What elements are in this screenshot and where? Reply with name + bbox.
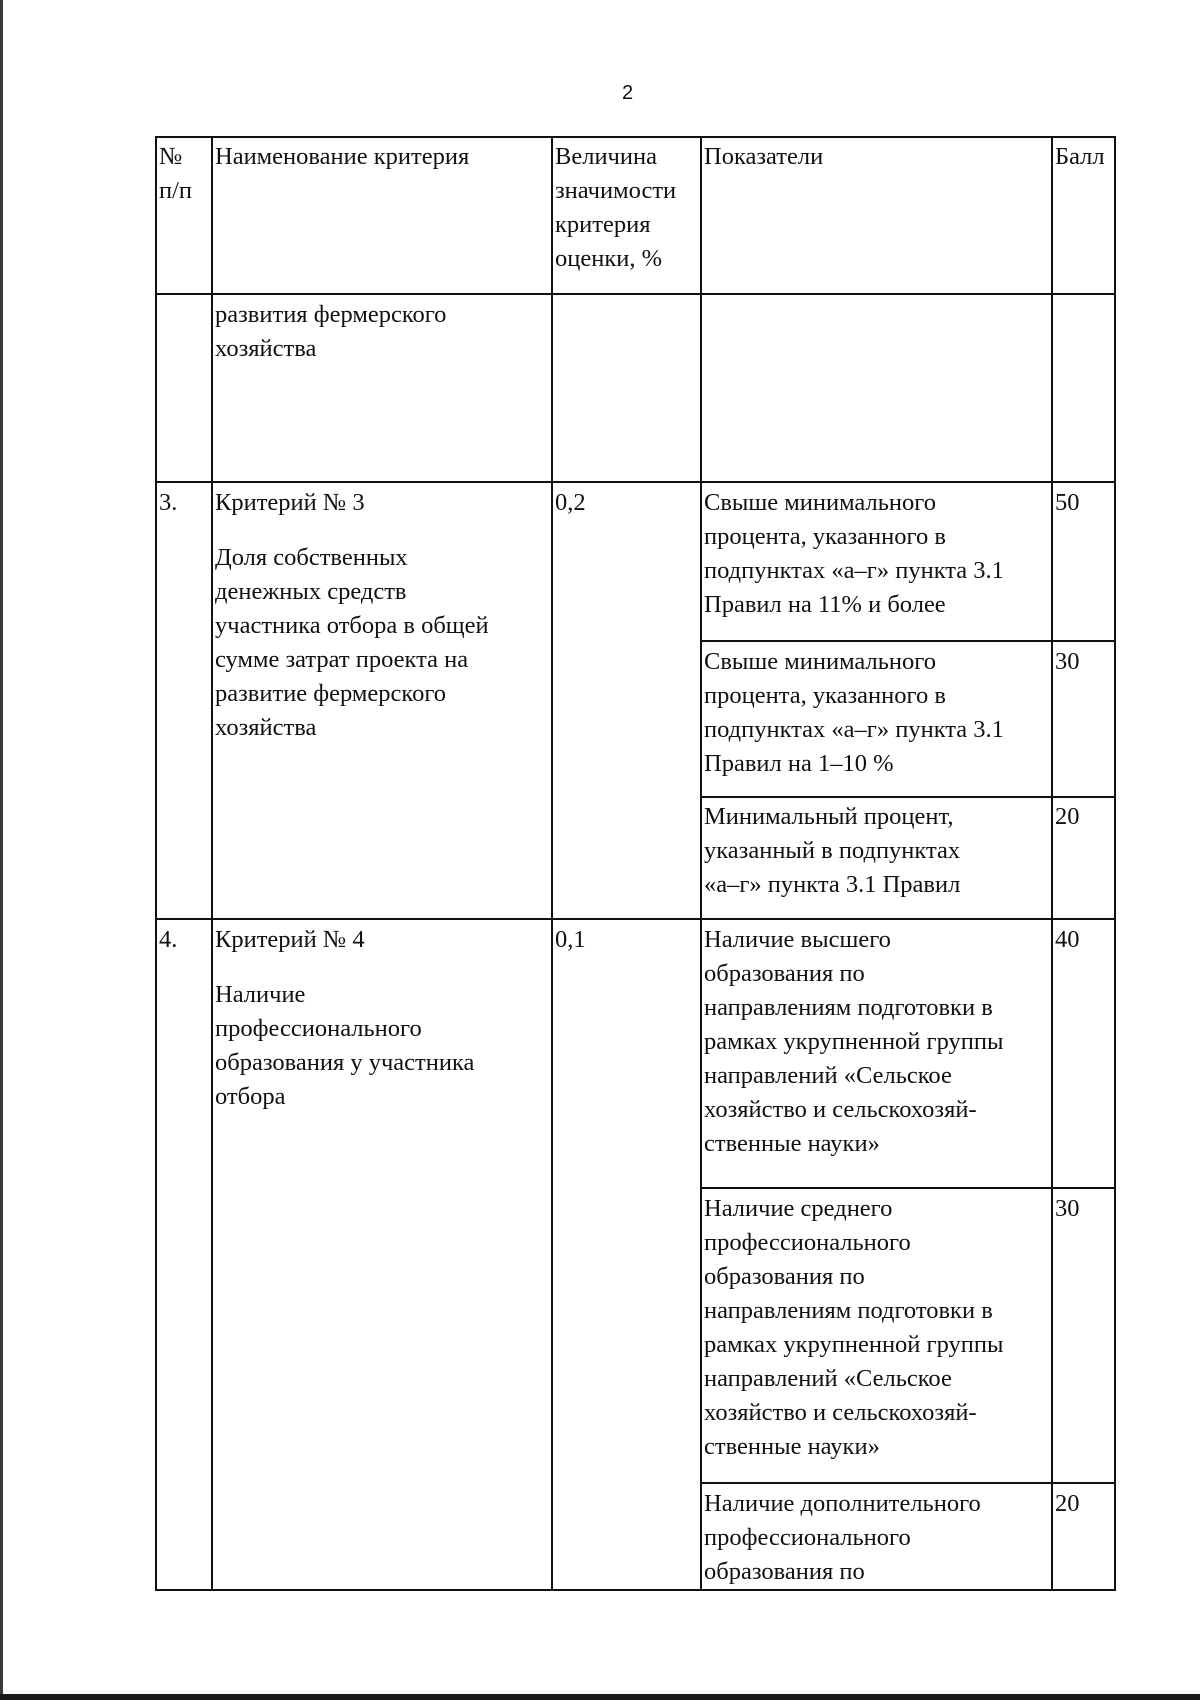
row3-score-3: 20 [1055, 803, 1080, 830]
row4-indicator-1-cell [701, 921, 1052, 1187]
indicator-line: процента, указанного в [704, 682, 946, 709]
header-name-line: Наименование критерия [215, 143, 470, 170]
row4-score-3-cell [1052, 1485, 1114, 1589]
row3-number: 3. [159, 489, 178, 516]
indicator-line: направлений «Сельское [704, 1062, 952, 1089]
indicator-line: подпунктах «а–г» пункта 3.1 [704, 716, 1004, 743]
row3-description-line: хозяйства [215, 714, 317, 741]
row4-score-3: 20 [1055, 1490, 1080, 1517]
indicator-line: подпунктах «а–г» пункта 3.1 [704, 557, 1004, 584]
indicator-line: профессионального [704, 1524, 911, 1551]
row3-title: Критерий № 3 [215, 489, 365, 516]
header-indicators-line: Показатели [704, 143, 824, 170]
row3-score-1: 50 [1055, 489, 1080, 516]
table-rule-col4 [1051, 136, 1053, 1591]
row4-score-2-cell [1052, 1190, 1114, 1482]
indicator-line: образования по [704, 960, 865, 987]
indicator-line: Наличие среднего [704, 1195, 893, 1222]
indicator-line: хозяйство и сельскохозяй- [704, 1399, 977, 1426]
header-weight-line: Величина [555, 143, 657, 170]
indicator-line: Правил на 11% и более [704, 591, 946, 618]
row3-description-line: развитие фермерского [215, 680, 447, 707]
indicator-line: Правил на 1–10 % [704, 750, 894, 777]
indicator-line: указанный в подпунктах [704, 837, 961, 864]
row4-score-1: 40 [1055, 926, 1080, 953]
scan-edge-left [0, 0, 3, 1700]
row3-score-1-cell [1052, 484, 1114, 640]
indicator-line: ственные науки» [704, 1130, 880, 1157]
indicator-line: Наличие дополнительного [704, 1490, 981, 1517]
page-number: 2 [621, 82, 634, 104]
row3-indicator-2-cell [701, 643, 1052, 796]
continuation-name-cell [212, 296, 552, 481]
row4-description-line: Наличие [215, 981, 306, 1008]
table-border-bottom [155, 1589, 1116, 1591]
table-border-right [1114, 136, 1116, 1591]
indicator-line: процента, указанного в [704, 523, 946, 550]
table-rule-row4-sub2 [701, 1482, 1116, 1484]
row4-number: 4. [159, 926, 178, 953]
row4-name-cell [212, 921, 552, 1589]
row4-weight: 0,1 [555, 926, 586, 953]
row3-indicator-1-cell [701, 484, 1052, 640]
header-number-line: № [159, 143, 183, 170]
header-weight-line: значимости [555, 177, 677, 204]
indicator-line: образования по [704, 1558, 865, 1585]
table-rule-continuation [155, 481, 1116, 483]
continuation-name-line: развития фермерского [215, 301, 447, 328]
table-rule-header [155, 293, 1116, 295]
table-rule-col1 [211, 136, 213, 1591]
indicator-line: направлений «Сельское [704, 1365, 952, 1392]
row4-score-1-cell [1052, 921, 1114, 1187]
header-name-cell [212, 138, 552, 293]
table-rule-row3-sub2 [701, 796, 1116, 798]
table-border-top [155, 136, 1116, 138]
row4-description-line: профессионального [215, 1015, 422, 1042]
indicator-line: ственные науки» [704, 1433, 880, 1460]
row3-score-3-cell [1052, 798, 1114, 918]
row4-description-line: образования у участника [215, 1049, 475, 1076]
header-number-cell [156, 138, 212, 293]
row4-weight-cell [552, 921, 701, 1589]
table-rule-row4-sub1 [701, 1187, 1116, 1189]
row4-indicator-3-cell [701, 1485, 1052, 1589]
indicator-line: образования по [704, 1263, 865, 1290]
table-rule-col2 [551, 136, 553, 1591]
header-number-line: п/п [159, 177, 193, 204]
row3-score-2: 30 [1055, 648, 1080, 675]
indicator-line: профессионального [704, 1229, 911, 1256]
row3-description-line: участника отбора в общей [215, 612, 489, 639]
row3-weight: 0,2 [555, 489, 586, 516]
table-rule-col3 [700, 136, 702, 1591]
header-weight-line: оценки, % [555, 245, 663, 272]
continuation-name-line: хозяйства [215, 335, 317, 362]
table-border-left [155, 136, 157, 1591]
header-weight-line: критерия [555, 211, 651, 238]
row4-description-line: отбора [215, 1083, 286, 1110]
row3-description-line: денежных средств [215, 578, 407, 605]
table-rule-row3 [155, 918, 1116, 920]
row4-score-2: 30 [1055, 1195, 1080, 1222]
indicator-line: «а–г» пункта 3.1 Правил [704, 871, 961, 898]
row3-score-2-cell [1052, 643, 1114, 796]
row4-title: Критерий № 4 [215, 926, 365, 953]
scan-edge-bottom [0, 1694, 1200, 1700]
indicator-line: Минимальный процент, [704, 803, 954, 830]
indicator-line: хозяйство и сельскохозяй- [704, 1096, 977, 1123]
indicator-line: направлениям подготовки в [704, 994, 993, 1021]
row3-weight-cell [552, 484, 701, 918]
indicator-line: рамках укрупненной группы [704, 1331, 1004, 1358]
row3-indicator-3-cell [701, 798, 1052, 918]
header-indicators-cell [701, 138, 1052, 293]
row4-indicator-2-cell [701, 1190, 1052, 1482]
indicator-line: рамках укрупненной группы [704, 1028, 1004, 1055]
row3-description-line: Доля собственных [215, 544, 408, 571]
row3-description-line: сумме затрат проекта на [215, 646, 469, 673]
row3-name-cell [212, 484, 552, 918]
table-rule-row3-sub1 [701, 640, 1116, 642]
indicator-line: Свыше минимального [704, 489, 936, 516]
row4-number-cell [156, 921, 212, 1589]
indicator-line: Наличие высшего [704, 926, 891, 953]
header-weight-cell [552, 138, 701, 293]
header-score-cell [1052, 138, 1114, 293]
header-score-line: Балл [1055, 143, 1105, 170]
indicator-line: Свыше минимального [704, 648, 936, 675]
indicator-line: направлениям подготовки в [704, 1297, 993, 1324]
row3-number-cell [156, 484, 212, 918]
